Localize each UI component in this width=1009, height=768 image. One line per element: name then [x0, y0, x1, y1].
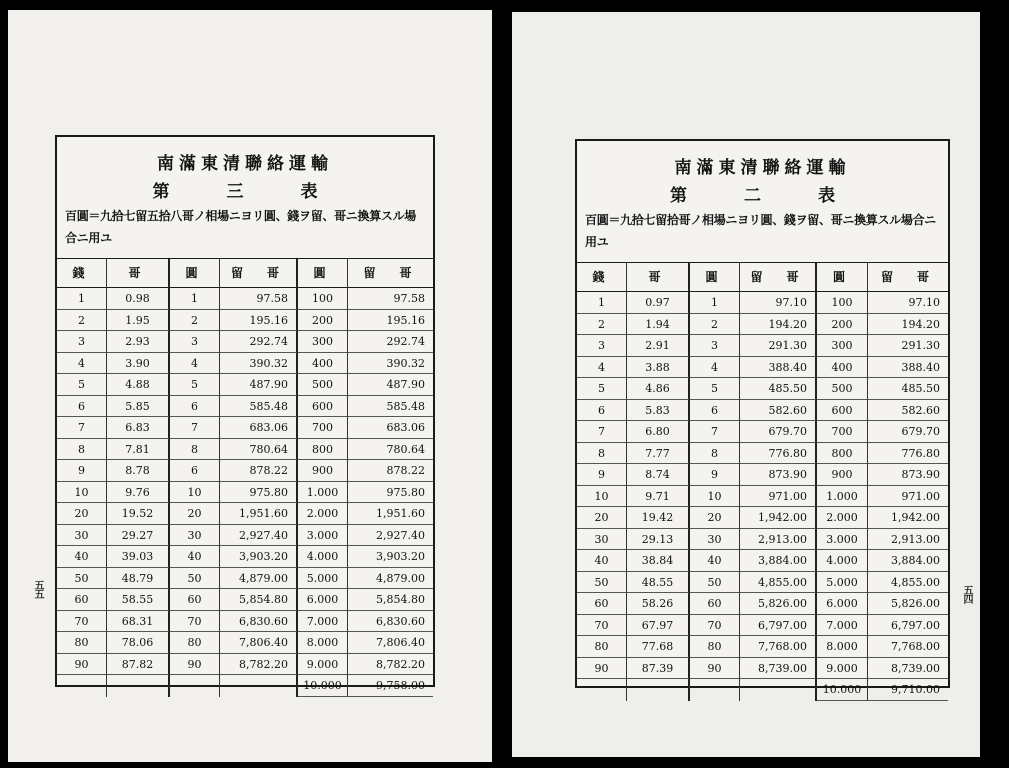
table-cell: 1.94: [627, 314, 690, 336]
table-cell: 194.20: [740, 314, 817, 336]
table-subtitle: 第 三 表: [152, 182, 338, 202]
table-cell: 60: [57, 589, 107, 611]
table-cell: 80: [170, 632, 220, 654]
table-cell: 90: [170, 654, 220, 676]
table-cell: 485.50: [740, 378, 817, 400]
table-cell: 2,913.00: [740, 529, 817, 551]
table-cell: 5.85: [107, 396, 170, 418]
table-cell: 3: [577, 335, 627, 357]
table-cell: 40: [57, 546, 107, 568]
table-cell: 292.74: [348, 331, 433, 353]
table-cell: 194.20: [868, 314, 948, 336]
table-cell: 39.03: [107, 546, 170, 568]
table-cell: 30: [57, 525, 107, 547]
table-cell: 5: [577, 378, 627, 400]
table-cell: 90: [690, 658, 740, 680]
table-cell: 1: [690, 292, 740, 314]
table-cell: 5: [170, 374, 220, 396]
table-cell: 487.90: [220, 374, 298, 396]
table-cell: 10: [577, 486, 627, 508]
page-number: 五四: [961, 585, 972, 603]
table-cell: 60: [690, 593, 740, 615]
table-cell: 6.83: [107, 417, 170, 439]
table-cell: 8: [577, 443, 627, 465]
table-cell: 2: [170, 310, 220, 332]
table-cell: 585.48: [348, 396, 433, 418]
table-cell: 1: [57, 288, 107, 310]
table-cell: 3,884.00: [740, 550, 817, 572]
table-cell: 20: [170, 503, 220, 525]
table-cell: [57, 675, 107, 697]
table-cell: 6: [690, 400, 740, 422]
table-cell: 4: [57, 353, 107, 375]
table-cell: 10: [170, 482, 220, 504]
table-cell: 585.48: [220, 396, 298, 418]
table-cell: 3.90: [107, 353, 170, 375]
table-cell: 97.58: [220, 288, 298, 310]
table-cell: 90: [577, 658, 627, 680]
table-cell: 68.31: [107, 611, 170, 633]
table-note: 百圓＝九拾七留五拾八哥ノ相場ニヨリ圓、錢ヲ留、哥ニ換算スル場合ニ用ユ: [65, 209, 417, 245]
table-cell: 3.000: [298, 525, 348, 547]
table-cell: 10: [690, 486, 740, 508]
table-cell: 3,884.00: [868, 550, 948, 572]
table-cell: 195.16: [220, 310, 298, 332]
table-cell: 20: [57, 503, 107, 525]
table-cell: 8: [690, 443, 740, 465]
table-cell: 7.77: [627, 443, 690, 465]
table-cell: 9.76: [107, 482, 170, 504]
table-cell: 4,879.00: [348, 568, 433, 590]
table-cell: 5,854.80: [348, 589, 433, 611]
table-cell: 19.42: [627, 507, 690, 529]
table-cell: 400: [817, 357, 868, 379]
table-cell: 6,830.60: [348, 611, 433, 633]
table-cell: 1: [577, 292, 627, 314]
table-cell: 2: [57, 310, 107, 332]
table-cell: 7,768.00: [740, 636, 817, 658]
table-cell: 58.26: [627, 593, 690, 615]
column-header: 圓: [690, 263, 740, 292]
table-note: 百圓＝九拾七留拾哥ノ相場ニヨリ圓、錢ヲ留、哥ニ換算スル場合ニ用ユ: [585, 213, 937, 249]
table-cell: 8.000: [817, 636, 868, 658]
table-cell: 485.50: [868, 378, 948, 400]
table-cell: 70: [577, 615, 627, 637]
table-cell: 780.64: [220, 439, 298, 461]
table-cell: 9: [577, 464, 627, 486]
table-cell: 29.27: [107, 525, 170, 547]
table-cell: 2.91: [627, 335, 690, 357]
table-cell: 7: [690, 421, 740, 443]
table-cell: 19.52: [107, 503, 170, 525]
table-cell: 9.71: [627, 486, 690, 508]
table-cell: 4: [170, 353, 220, 375]
table-cell: 20: [690, 507, 740, 529]
table-cell: 77.68: [627, 636, 690, 658]
table-cell: 873.90: [868, 464, 948, 486]
table-cell: 30: [577, 529, 627, 551]
table-cell: 975.80: [220, 482, 298, 504]
table-grid: [577, 263, 948, 701]
table-cell: 2.93: [107, 331, 170, 353]
table-cell: 80: [57, 632, 107, 654]
table-cell: 40: [690, 550, 740, 572]
table-cell: 8,782.20: [220, 654, 298, 676]
table-cell: 80: [577, 636, 627, 658]
table-cell: 4,855.00: [740, 572, 817, 594]
table-cell: 6: [57, 396, 107, 418]
column-header: 圓: [170, 259, 220, 288]
table-cell: [170, 675, 220, 697]
table-cell: 390.32: [220, 353, 298, 375]
table-cell: 7: [57, 417, 107, 439]
table-cell: 878.22: [348, 460, 433, 482]
table-cell: 48.55: [627, 572, 690, 594]
table-cell: 1.95: [107, 310, 170, 332]
table-cell: 390.32: [348, 353, 433, 375]
table-cell: 500: [298, 374, 348, 396]
table-cell: 2.000: [817, 507, 868, 529]
table-cell: 1: [170, 288, 220, 310]
table-header-block: [577, 141, 948, 263]
table-cell: 6.000: [298, 589, 348, 611]
conversion-table-3: [55, 135, 435, 692]
table-cell: 29.13: [627, 529, 690, 551]
table-cell: 100: [817, 292, 868, 314]
table-cell: 878.22: [220, 460, 298, 482]
table-cell: 10.000: [817, 679, 868, 701]
table-cell: 0.97: [627, 292, 690, 314]
table-cell: 9.000: [298, 654, 348, 676]
table-cell: 1,942.00: [868, 507, 948, 529]
table-cell: 10.000: [298, 675, 348, 697]
table-cell: 87.82: [107, 654, 170, 676]
table-cell: 4: [577, 357, 627, 379]
table-cell: 4.88: [107, 374, 170, 396]
table-cell: 971.00: [740, 486, 817, 508]
table-cell: 70: [57, 611, 107, 633]
table-cell: 800: [298, 439, 348, 461]
table-cell: 7: [170, 417, 220, 439]
column-header: 留 哥: [740, 263, 817, 292]
table-cell: 900: [298, 460, 348, 482]
table-cell: 60: [577, 593, 627, 615]
table-cell: 700: [298, 417, 348, 439]
table-cell: 4,879.00: [220, 568, 298, 590]
table-cell: 97.10: [868, 292, 948, 314]
table-cell: 5: [57, 374, 107, 396]
table-cell: 291.30: [868, 335, 948, 357]
table-cell: 683.06: [220, 417, 298, 439]
column-header: 哥: [627, 263, 690, 292]
table-cell: 50: [57, 568, 107, 590]
table-cell: 8,739.00: [868, 658, 948, 680]
table-cell: 600: [817, 400, 868, 422]
table-cell: 1,942.00: [740, 507, 817, 529]
table-cell: 48.79: [107, 568, 170, 590]
table-cell: 70: [690, 615, 740, 637]
table-cell: 300: [298, 331, 348, 353]
table-cell: 9,710.00: [868, 679, 948, 701]
table-cell: 1.000: [298, 482, 348, 504]
table-cell: 20: [577, 507, 627, 529]
table-cell: 4: [690, 357, 740, 379]
table-cell: 6,797.00: [740, 615, 817, 637]
table-cell: 3.000: [817, 529, 868, 551]
table-cell: [107, 675, 170, 697]
column-header: 留 哥: [220, 259, 298, 288]
table-cell: 3,903.20: [348, 546, 433, 568]
table-cell: 0.98: [107, 288, 170, 310]
table-cell: 3: [690, 335, 740, 357]
table-cell: 97.10: [740, 292, 817, 314]
table-cell: 3,903.20: [220, 546, 298, 568]
table-cell: 2.000: [298, 503, 348, 525]
table-cell: 975.80: [348, 482, 433, 504]
table-cell: 7.81: [107, 439, 170, 461]
table-cell: 195.16: [348, 310, 433, 332]
table-cell: 6: [170, 460, 220, 482]
table-cell: 4.000: [817, 550, 868, 572]
table-cell: 97.58: [348, 288, 433, 310]
table-cell: 4.000: [298, 546, 348, 568]
table-cell: 388.40: [740, 357, 817, 379]
table-cell: 4.86: [627, 378, 690, 400]
table-cell: [740, 679, 817, 701]
table-title: 南滿東清聯絡運輸: [674, 158, 851, 178]
table-cell: 971.00: [868, 486, 948, 508]
column-header: 錢: [577, 263, 627, 292]
table-cell: 2,927.40: [348, 525, 433, 547]
column-header: 圓: [817, 263, 868, 292]
table-cell: 8: [57, 439, 107, 461]
table-cell: [627, 679, 690, 701]
table-cell: 6.000: [817, 593, 868, 615]
table-cell: 2,913.00: [868, 529, 948, 551]
left-page: [8, 10, 492, 762]
table-cell: 70: [170, 611, 220, 633]
table-cell: 292.74: [220, 331, 298, 353]
table-cell: 487.90: [348, 374, 433, 396]
table-cell: 780.64: [348, 439, 433, 461]
table-cell: 582.60: [868, 400, 948, 422]
table-cell: 4,855.00: [868, 572, 948, 594]
table-cell: 8,739.00: [740, 658, 817, 680]
table-cell: 683.06: [348, 417, 433, 439]
table-cell: 7.000: [817, 615, 868, 637]
table-cell: 6: [170, 396, 220, 418]
table-cell: 30: [690, 529, 740, 551]
column-header: 錢: [57, 259, 107, 288]
table-cell: 5,854.80: [220, 589, 298, 611]
table-cell: 8: [170, 439, 220, 461]
table-cell: 5: [690, 378, 740, 400]
table-cell: 679.70: [740, 421, 817, 443]
table-cell: 6.80: [627, 421, 690, 443]
table-cell: 10: [57, 482, 107, 504]
table-cell: 9.000: [817, 658, 868, 680]
table-cell: 200: [817, 314, 868, 336]
table-cell: 679.70: [868, 421, 948, 443]
table-cell: 8.74: [627, 464, 690, 486]
table-cell: 400: [298, 353, 348, 375]
table-cell: 8,782.20: [348, 654, 433, 676]
table-cell: 30: [170, 525, 220, 547]
column-header: 哥: [107, 259, 170, 288]
table-cell: 50: [577, 572, 627, 594]
table-cell: 87.39: [627, 658, 690, 680]
table-cell: 776.80: [868, 443, 948, 465]
right-page: [512, 12, 980, 757]
table-cell: 2: [690, 314, 740, 336]
table-cell: 5.83: [627, 400, 690, 422]
table-cell: 78.06: [107, 632, 170, 654]
table-cell: 1,951.60: [348, 503, 433, 525]
table-cell: 776.80: [740, 443, 817, 465]
table-cell: 700: [817, 421, 868, 443]
table-cell: 50: [690, 572, 740, 594]
table-title: 南滿東清聯絡運輸: [157, 154, 333, 174]
table-cell: 300: [817, 335, 868, 357]
table-cell: 40: [577, 550, 627, 572]
table-grid: [57, 259, 433, 697]
column-header: 留 哥: [348, 259, 433, 288]
table-cell: 100: [298, 288, 348, 310]
table-cell: 7,806.40: [348, 632, 433, 654]
table-cell: 67.97: [627, 615, 690, 637]
table-cell: 2: [577, 314, 627, 336]
table-cell: 5,826.00: [740, 593, 817, 615]
table-cell: 388.40: [868, 357, 948, 379]
table-cell: 50: [170, 568, 220, 590]
table-cell: 6,797.00: [868, 615, 948, 637]
table-cell: 58.55: [107, 589, 170, 611]
table-cell: 7,806.40: [220, 632, 298, 654]
table-cell: 3.88: [627, 357, 690, 379]
conversion-table-2: [575, 139, 950, 696]
table-header-block: [57, 137, 433, 259]
table-cell: 600: [298, 396, 348, 418]
table-cell: 9: [57, 460, 107, 482]
table-cell: 9,758.00: [348, 675, 433, 697]
table-cell: 800: [817, 443, 868, 465]
table-cell: 6,830.60: [220, 611, 298, 633]
table-cell: 38.84: [627, 550, 690, 572]
table-cell: 7,768.00: [868, 636, 948, 658]
table-subtitle: 第 二 表: [670, 186, 855, 206]
table-cell: 90: [57, 654, 107, 676]
page-number: 五五: [32, 580, 43, 598]
table-cell: 1,951.60: [220, 503, 298, 525]
table-cell: 60: [170, 589, 220, 611]
column-header: 留 哥: [868, 263, 948, 292]
table-cell: [577, 679, 627, 701]
table-cell: [220, 675, 298, 697]
table-cell: 873.90: [740, 464, 817, 486]
table-cell: [690, 679, 740, 701]
table-cell: 80: [690, 636, 740, 658]
table-cell: 900: [817, 464, 868, 486]
table-cell: 582.60: [740, 400, 817, 422]
table-cell: 8.78: [107, 460, 170, 482]
table-cell: 1.000: [817, 486, 868, 508]
table-cell: 7.000: [298, 611, 348, 633]
column-header: 圓: [298, 259, 348, 288]
table-cell: 6: [577, 400, 627, 422]
table-cell: 2,927.40: [220, 525, 298, 547]
table-cell: 7: [577, 421, 627, 443]
table-cell: 3: [57, 331, 107, 353]
table-cell: 9: [690, 464, 740, 486]
table-cell: 5,826.00: [868, 593, 948, 615]
table-cell: 291.30: [740, 335, 817, 357]
table-cell: 3: [170, 331, 220, 353]
table-cell: 8.000: [298, 632, 348, 654]
table-cell: 5.000: [298, 568, 348, 590]
table-cell: 5.000: [817, 572, 868, 594]
table-cell: 200: [298, 310, 348, 332]
table-cell: 40: [170, 546, 220, 568]
table-cell: 500: [817, 378, 868, 400]
